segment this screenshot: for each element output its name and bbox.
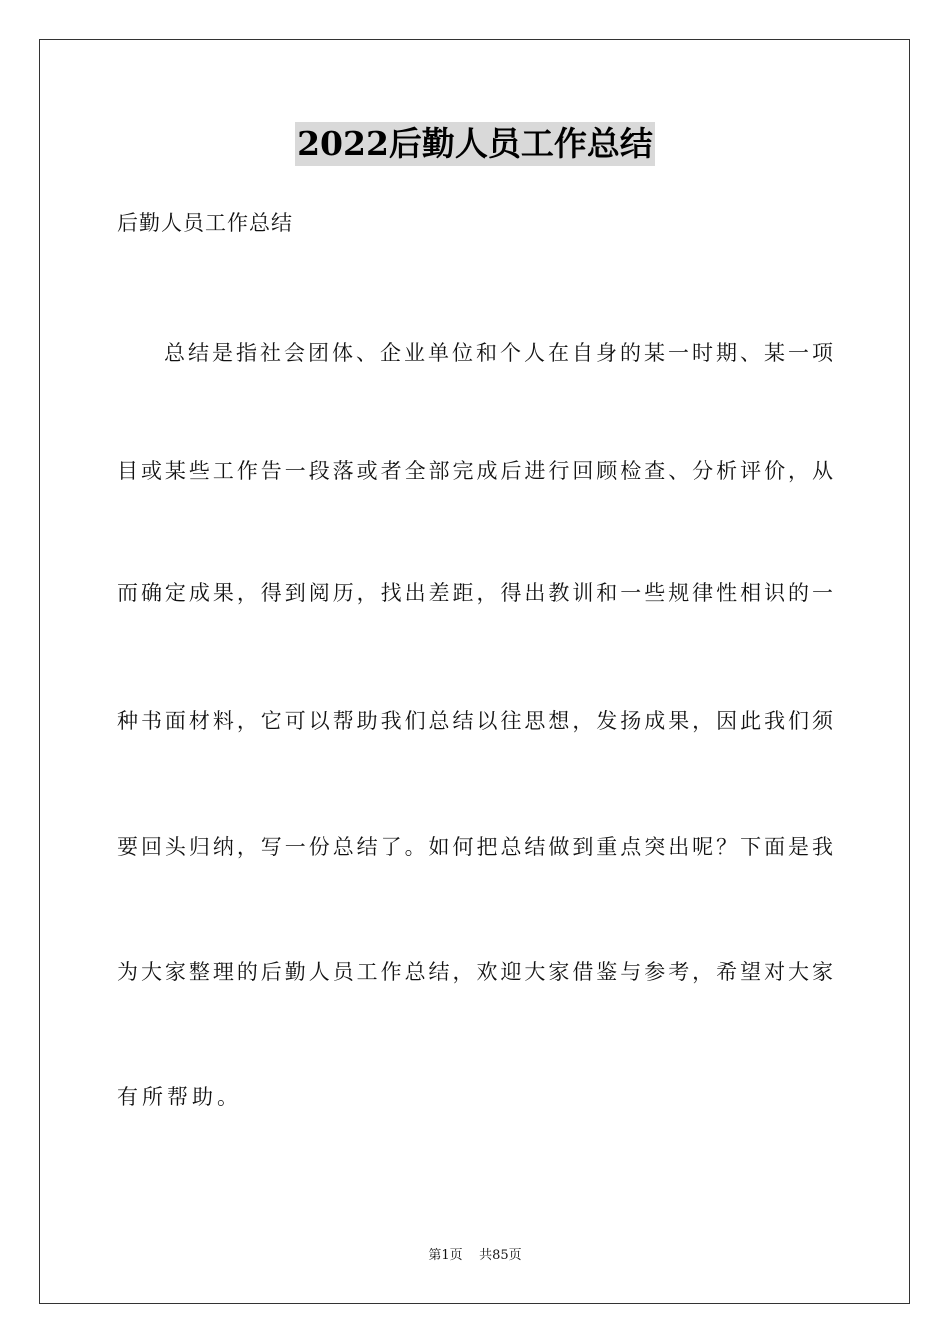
paragraph-line-4: 种书面材料，它可以帮助我们总结以往思想，发扬成果，因此我们须 <box>117 709 833 733</box>
total-pages: 共85页 <box>479 1248 522 1263</box>
paragraph-line-2: 目或某些工作告一段落或者全部完成后进行回顾检查、分析评价，从 <box>117 459 833 483</box>
page-footer <box>0 1247 950 1265</box>
paragraph-line-6: 为大家整理的后勤人员工作总结，欢迎大家借鉴与参考，希望对大家 <box>117 960 833 984</box>
page-number: 第1页 <box>428 1248 463 1263</box>
paragraph-line-5: 要回头归纳，写一份总结了。如何把总结做到重点突出呢？下面是我 <box>117 835 833 859</box>
title-container <box>0 122 950 166</box>
document-subtitle: 后勤人员工作总结 <box>117 211 293 235</box>
document-title: 2022后勤人员工作总结 <box>295 122 655 166</box>
paragraph-line-7: 有所帮助。 <box>117 1085 242 1109</box>
paragraph-line-3: 而确定成果，得到阅历，找出差距，得出教训和一些规律性相识的一 <box>117 581 833 605</box>
paragraph-line-1: 总结是指社会团体、企业单位和个人在自身的某一时期、某一项 <box>164 341 833 365</box>
